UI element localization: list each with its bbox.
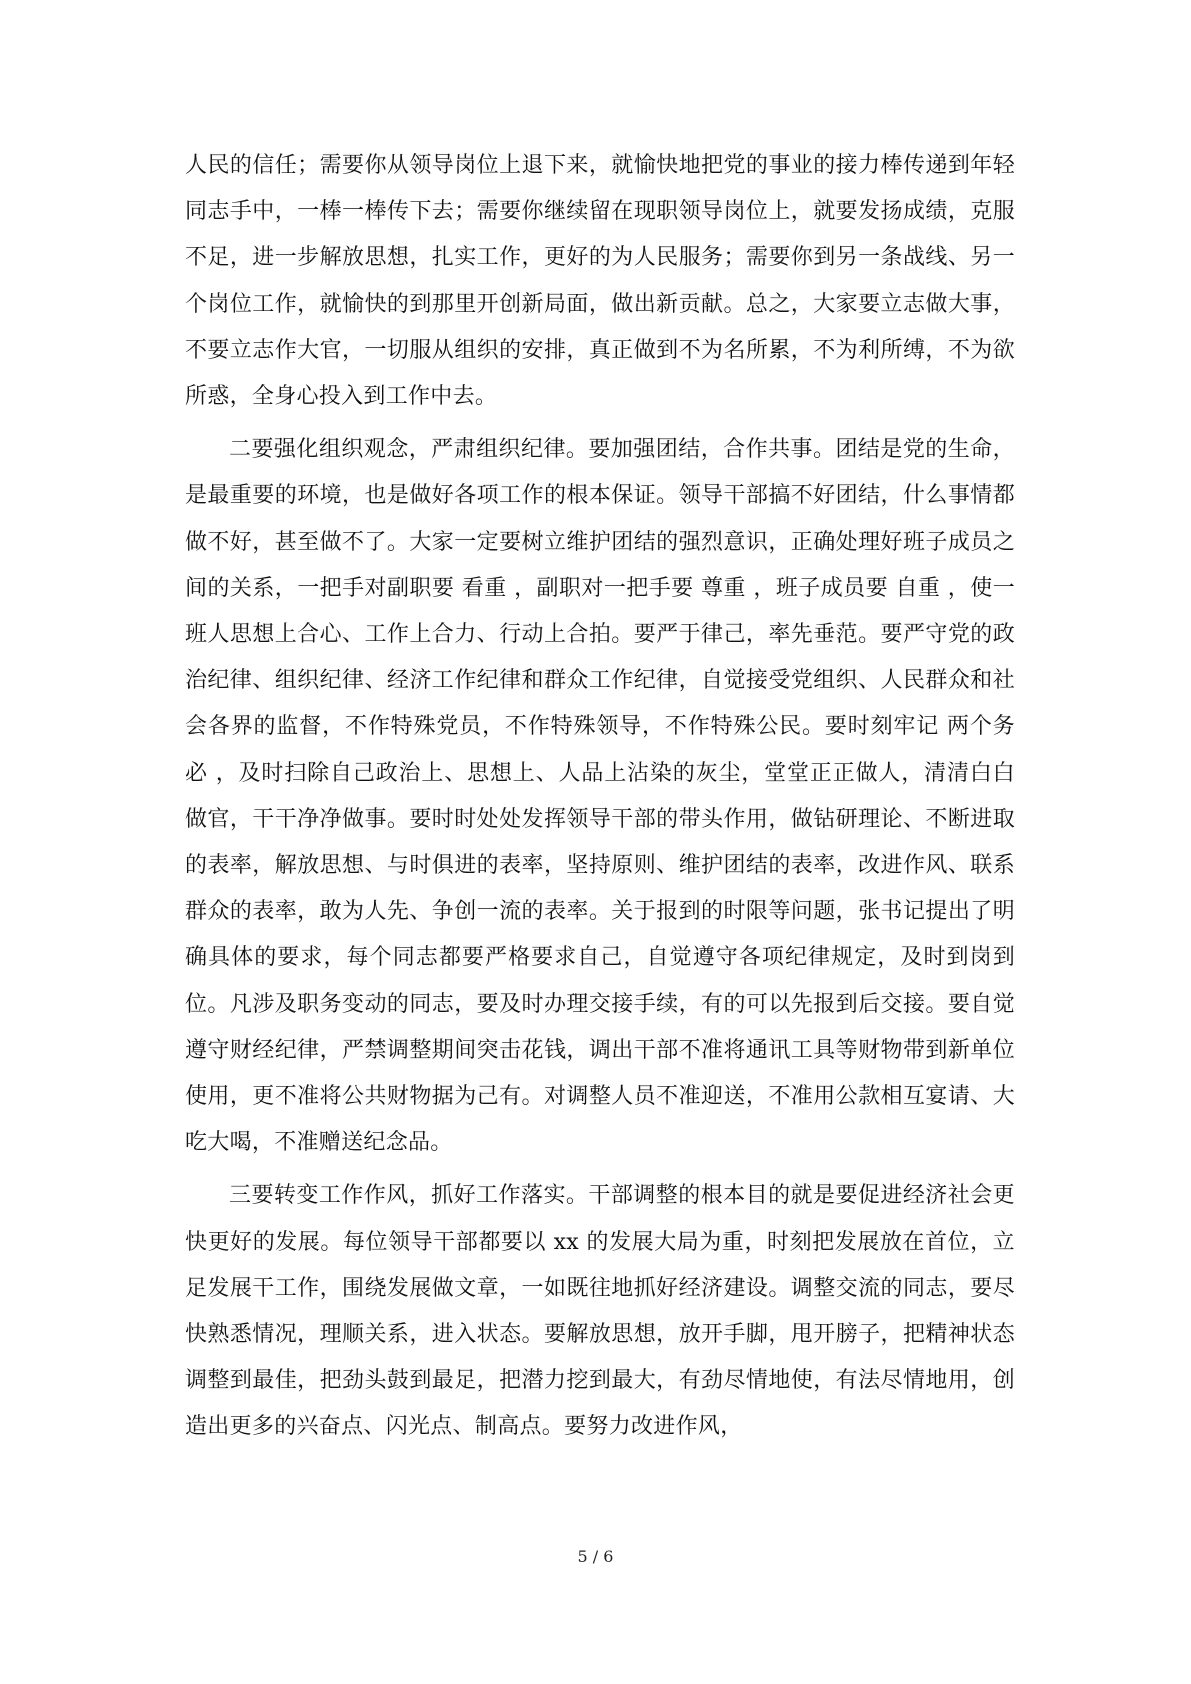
paragraph-work-style: 三要转变工作作风，抓好工作落实。干部调整的根本目的就是要促进经济社会更快更好的发展。每位领导干部都要以 xx 的发展大局为重，时刻把发展放在首位，立足发展干工作，围绕发展做文章，一如既往地抓好经济建设。调整交流的同志，要尽快熟悉情况，理顺关系，进入状态。要解放思想，放开手脚，甩开膀子，把精神状态调整到最佳，把劲头鼓到最足，把潜力挖到最大，有劲尽情地使，有法尽情地用，创造出更多的兴奋点、闪光点、制高点。要努力改进作风，	[185, 1183, 1015, 1440]
page-number: 5 / 6	[577, 1547, 614, 1566]
paragraph-organization-discipline: 二要强化组织观念，严肃组织纪律。要加强团结，合作共事。团结是党的生命，是最重要的环境，也是做好各项工作的根本保证。领导干部搞不好团结，什么事情都做不好，甚至做不了。大家一定要树立维护团结的强烈意识，正确处理好班子成员之间的关系，一把手对副职要 看重 ，副职对一把手要 尊重 ，班子成员要 自重 ，使一班人思想上合心、工作上合力、行动上合拍。要严于律己，率先垂范。要严守党的政治纪律、组织纪律、经济工作纪律和群众工作纪律，自觉接受党组织、人民群众和社会各界的监督，不作特殊党员，不作特殊领导，不作特殊公民。要时刻牢记 两个务必 ，及时扫除自己政治上、思想上、人品上沾染的灰尘，堂堂正正做人，清清白白做官，干干净净做事。要时时处处发挥领导干部的带头作用，做钻研理论、不断进取的表率，解放思想、与时俱进的表率，坚持原则、维护团结的表率，改进作风、联系群众的表率，敢为人先、争创一流的表率。关于报到的时限等问题，张书记提出了明确具体的要求，每个同志都要严格要求自己，自觉遵守各项纪律规定，及时到岗到位。凡涉及职务变动的同志，要及时办理交接手续，有的可以先报到后交接。要自觉遵守财经纪律，严禁调整期间突击花钱，调出干部不准将通讯工具等财物带到新单位使用，更不准将公共财物据为己有。对调整人员不准迎送，不准用公款相互宴请、大吃大喝，不准赠送纪念品。	[185, 437, 1015, 1156]
paragraph-continued: 人民的信任；需要你从领导岗位上退下来，就愉快地把党的事业的接力棒传递到年轻同志手中，一棒一棒传下去；需要你继续留在现职领导岗位上，就要发扬成绩，克服不足，进一步解放思想，扎实工作，更好的为人民服务；需要你到另一条战线、另一个岗位工作，就愉快的到那里开创新局面，做出新贡献。总之，大家要立志做大事，不要立志作大官，一切服从组织的安排，真正做到不为名所累，不为利所缚，不为欲所惑，全身心投入到工作中去。	[185, 153, 1015, 410]
document-body	[185, 143, 1015, 1451]
